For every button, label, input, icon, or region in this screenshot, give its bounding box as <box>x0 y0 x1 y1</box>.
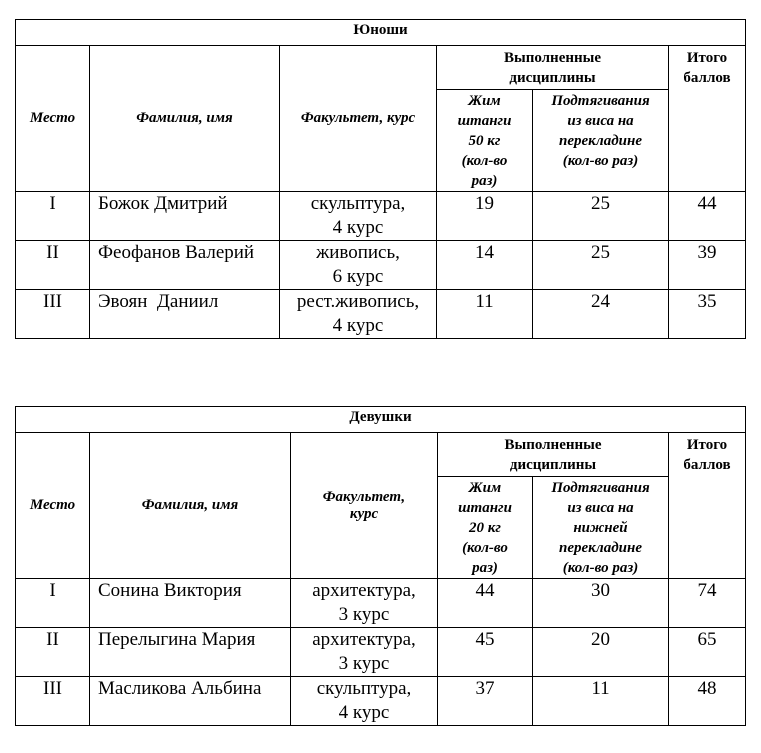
pullups-cell: 11 <box>533 677 669 726</box>
pullups-cell: 25 <box>533 241 669 290</box>
faculty-cell: архитектура, 3 курс <box>291 628 438 677</box>
name-header: Фамилия, имя <box>90 46 280 192</box>
boys-results-table <box>15 19 746 339</box>
place-cell: I <box>16 192 90 241</box>
header-row <box>16 46 746 90</box>
place-cell: II <box>16 241 90 290</box>
faculty-cell: скульптура, 4 курс <box>280 192 437 241</box>
faculty-cell: архитектура, 3 курс <box>291 579 438 628</box>
total-cell: 35 <box>669 290 746 339</box>
table-title-row <box>16 20 746 46</box>
total-cell: 48 <box>669 677 746 726</box>
pullups-header: Подтягивания из виса на нижней перекладине (кол-во раз) <box>533 477 669 579</box>
bench-press-header: Жим штанги 50 кг (кол-во раз) <box>437 90 533 192</box>
table-row <box>16 677 746 726</box>
place-cell: II <box>16 628 90 677</box>
girls-results-table <box>15 406 746 726</box>
faculty-cell: скульптура, 4 курс <box>291 677 438 726</box>
bench-press-cell: 14 <box>437 241 533 290</box>
disciplines-header: Выполненные дисциплины <box>438 433 669 477</box>
total-header: Итого баллов <box>669 433 746 579</box>
bench-press-cell: 44 <box>438 579 533 628</box>
name-cell: Божок Дмитрий <box>90 192 280 241</box>
bench-press-cell: 11 <box>437 290 533 339</box>
pullups-cell: 30 <box>533 579 669 628</box>
total-header: Итого баллов <box>669 46 746 192</box>
pullups-cell: 25 <box>533 192 669 241</box>
name-cell: Масликова Альбина <box>90 677 291 726</box>
name-cell: Сонина Виктория <box>90 579 291 628</box>
name-cell: Эвоян Даниил <box>90 290 280 339</box>
place-cell: I <box>16 579 90 628</box>
faculty-cell: рест.живопись, 4 курс <box>280 290 437 339</box>
bench-press-cell: 37 <box>438 677 533 726</box>
bench-press-header: Жим штанги 20 кг (кол-во раз) <box>438 477 533 579</box>
disciplines-header: Выполненные дисциплины <box>437 46 669 90</box>
bench-press-cell: 45 <box>438 628 533 677</box>
name-header: Фамилия, имя <box>90 433 291 579</box>
table-row <box>16 628 746 677</box>
name-cell: Перелыгина Мария <box>90 628 291 677</box>
table-title-row <box>16 407 746 433</box>
total-cell: 65 <box>669 628 746 677</box>
place-header: Место <box>16 433 90 579</box>
name-cell: Феофанов Валерий <box>90 241 280 290</box>
faculty-header: Факультет, курс <box>291 433 438 579</box>
bench-press-cell: 19 <box>437 192 533 241</box>
total-cell: 44 <box>669 192 746 241</box>
pullups-cell: 20 <box>533 628 669 677</box>
table-title: Юноши <box>16 20 746 46</box>
total-cell: 74 <box>669 579 746 628</box>
table-title: Девушки <box>16 407 746 433</box>
place-cell: III <box>16 677 90 726</box>
table-row <box>16 192 746 241</box>
table-row <box>16 579 746 628</box>
pullups-header: Подтягивания из виса на перекладине (кол-во раз) <box>533 90 669 192</box>
header-row <box>16 433 746 477</box>
table-row <box>16 290 746 339</box>
pullups-cell: 24 <box>533 290 669 339</box>
total-cell: 39 <box>669 241 746 290</box>
faculty-cell: живопись, 6 курс <box>280 241 437 290</box>
place-header: Место <box>16 46 90 192</box>
faculty-header: Факультет, курс <box>280 46 437 192</box>
place-cell: III <box>16 290 90 339</box>
table-row <box>16 241 746 290</box>
